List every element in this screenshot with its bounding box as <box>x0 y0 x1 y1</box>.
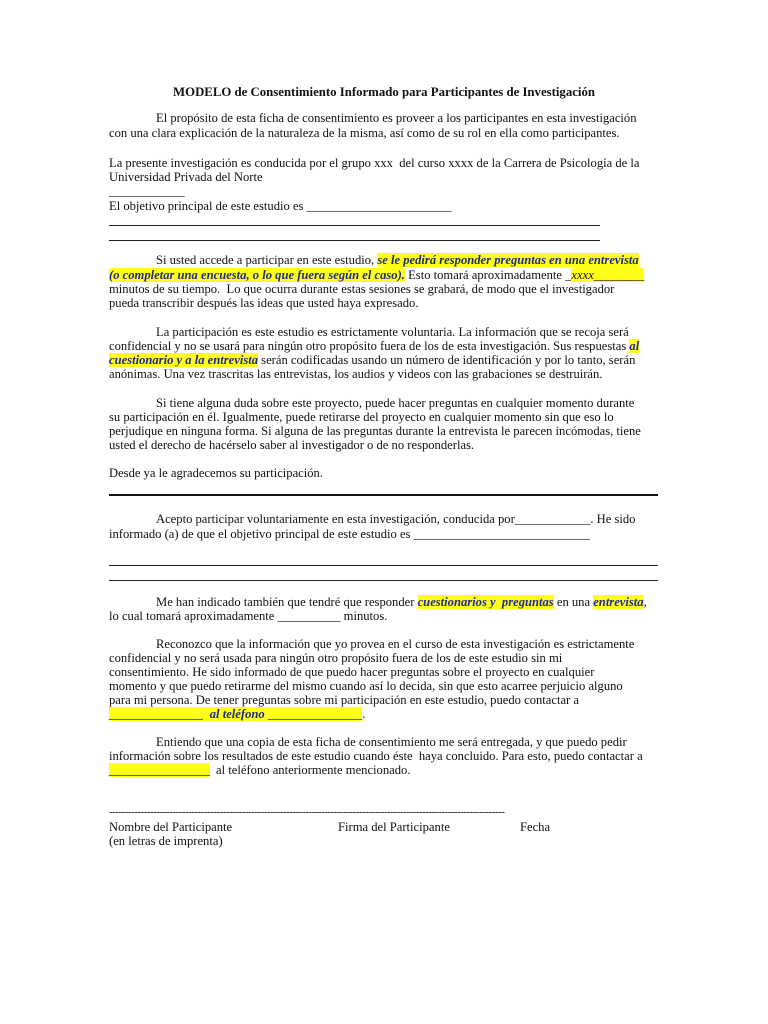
participant-signature-label: Firma del Participante <box>338 820 450 834</box>
questions-line-3: perjudique en ninguna forma. Si alguna de las preguntas durante la entrevista le parecen incómodas, tiene <box>109 424 641 438</box>
intro-line-2: con una clara explicación de la naturaleza de la misma, así como de su rol en ella como participantes. <box>109 126 620 140</box>
indicated-line-2: lo cual tomará aproximadamente __________ minutos. <box>109 609 388 623</box>
highlight-phone-blank: _______________ <box>267 707 363 721</box>
acknowledge-line-5: para mi persona. De tener preguntas sobre mi participación en este estudio, puedo contactar a <box>109 693 579 707</box>
participation-line-4: pueda transcribir después las ideas que usted haya expresado. <box>109 296 419 310</box>
voluntary-line-3: cuestionario y a la entrevista serán codificadas usando un número de identificación y por lo tanto, serán <box>109 353 636 367</box>
objective-blank: _______________________ <box>306 199 452 213</box>
minutes-blank: __________ <box>277 609 341 623</box>
objective-line <box>109 199 451 214</box>
copy-line-3: ________________ al teléfono anteriormente mencionado. <box>109 763 411 777</box>
voluntary-line-4: anónimas. Una vez trascritas las entrevistas, los audios y videos con las grabaciones se destruirán. <box>109 367 603 381</box>
indicated-line-1: Me han indicado también que tendré que responder cuestionarios y preguntas en una entrevista, <box>156 595 647 609</box>
signature-dash-line: ----------------------------------------------------------------------------------------------------------------------------- <box>109 806 505 818</box>
highlight-questionnaires: cuestionarios y preguntas <box>417 595 554 609</box>
highlight-contact-blank: _______________ <box>109 707 204 721</box>
accept-objective-blank: ____________________________ <box>413 527 590 541</box>
conducted-by-line-1: La presente investigación es conducida por el grupo xxx del curso xxxx de la Carrera de Psicología de la <box>109 156 640 170</box>
print-letters-note: (en letras de imprenta) <box>109 834 223 848</box>
conducted-by-line-2: Universidad Privada del Norte <box>109 170 263 184</box>
highlight-questionnaire: cuestionario y a la entrevista <box>109 353 259 367</box>
highlight-results-contact-blank: ________________ <box>109 763 210 777</box>
section-divider <box>109 494 658 496</box>
accept-rule-2 <box>109 580 658 581</box>
objective-rule-1 <box>109 225 600 226</box>
highlight-interview: se le pedirá responder preguntas en una entrevista <box>377 253 639 267</box>
document-title: MODELO de Consentimiento Informado para Participantes de Investigación <box>173 85 595 99</box>
questions-line-4: usted el derecho de hacérselo saber al investigador o de no responderlas. <box>109 438 475 452</box>
copy-line-1: Entiendo que una copia de esta ficha de consentimiento me será entregada, y que puedo pedir <box>156 735 627 749</box>
acknowledge-line-4: momento y que puedo retirarme del mismo cuando así lo decida, sin que esto acarree perjuicio alguno <box>109 679 623 693</box>
blank-line: ____________ <box>109 184 185 198</box>
copy-line-2: información sobre los resultados de este estudio cuando éste haya concluido. Para esto, puedo contactar a <box>109 749 643 763</box>
acknowledge-line-2: confidencial y no será usada para ningún otro propósito fuera de los de este estudio sin mi <box>109 651 563 665</box>
highlight-survey: (o completar una encuesta, o lo que fuera según el caso). <box>109 268 405 282</box>
questions-line-1: Si tiene alguna duda sobre este proyecto, puede hacer preguntas en cualquier momento durante <box>156 396 635 410</box>
highlight-phone-label: al teléfono <box>203 707 268 721</box>
objective-label: El objetivo principal de este estudio es <box>109 199 307 213</box>
intro-line-1: El propósito de esta ficha de consentimiento es proveer a los participantes en esta investigación <box>156 111 637 125</box>
participant-name-label: Nombre del Participante <box>109 820 233 834</box>
highlight-minutes: xxxx________ <box>571 268 645 282</box>
thanks-line: Desde ya le agradecemos su participación. <box>109 466 324 480</box>
voluntary-line-2: confidencial y no se usará para ningún otro propósito fuera de los de esta investigación. Sus respuestas al <box>109 339 640 353</box>
date-label: Fecha <box>520 820 551 834</box>
researcher-blank: ____________ <box>514 512 591 526</box>
voluntary-line-1: La participación es este estudio es estrictamente voluntaria. La información que se recoja será <box>156 325 629 339</box>
questions-line-2: su participación en él. Igualmente, puede retirarse del proyecto en cualquier momento sin que eso lo <box>109 410 614 424</box>
acknowledge-line-1: Reconozco que la información que yo provea en el curso de esta investigación es estrictamente <box>156 637 635 651</box>
acknowledge-line-3: consentimiento. He sido informado de que puedo hacer preguntas sobre el proyecto en cualquier <box>109 665 595 679</box>
highlight-al: al <box>629 339 640 353</box>
accept-line-1: Acepto participar voluntariamente en esta investigación, conducida por____________. He sido <box>156 512 636 526</box>
accept-line-2: informado (a) de que el objetivo principal de este estudio es ____________________________ <box>109 527 590 541</box>
participation-line-1: Si usted accede a participar en este estudio, se le pedirá responder preguntas en una entrevista <box>156 253 639 267</box>
participation-line-3: minutos de su tiempo. Lo que ocurra durante estas sesiones se grabará, de modo que el investigador <box>109 282 615 296</box>
accept-rule-1 <box>109 565 658 566</box>
acknowledge-line-6: _______________ al teléfono _______________. <box>109 707 366 721</box>
objective-rule-2 <box>109 240 600 241</box>
highlight-entrevista: entrevista <box>593 595 644 609</box>
participation-line-2: (o completar una encuesta, o lo que fuera según el caso). Esto tomará aproximadamente _xxxx________ <box>109 268 645 282</box>
